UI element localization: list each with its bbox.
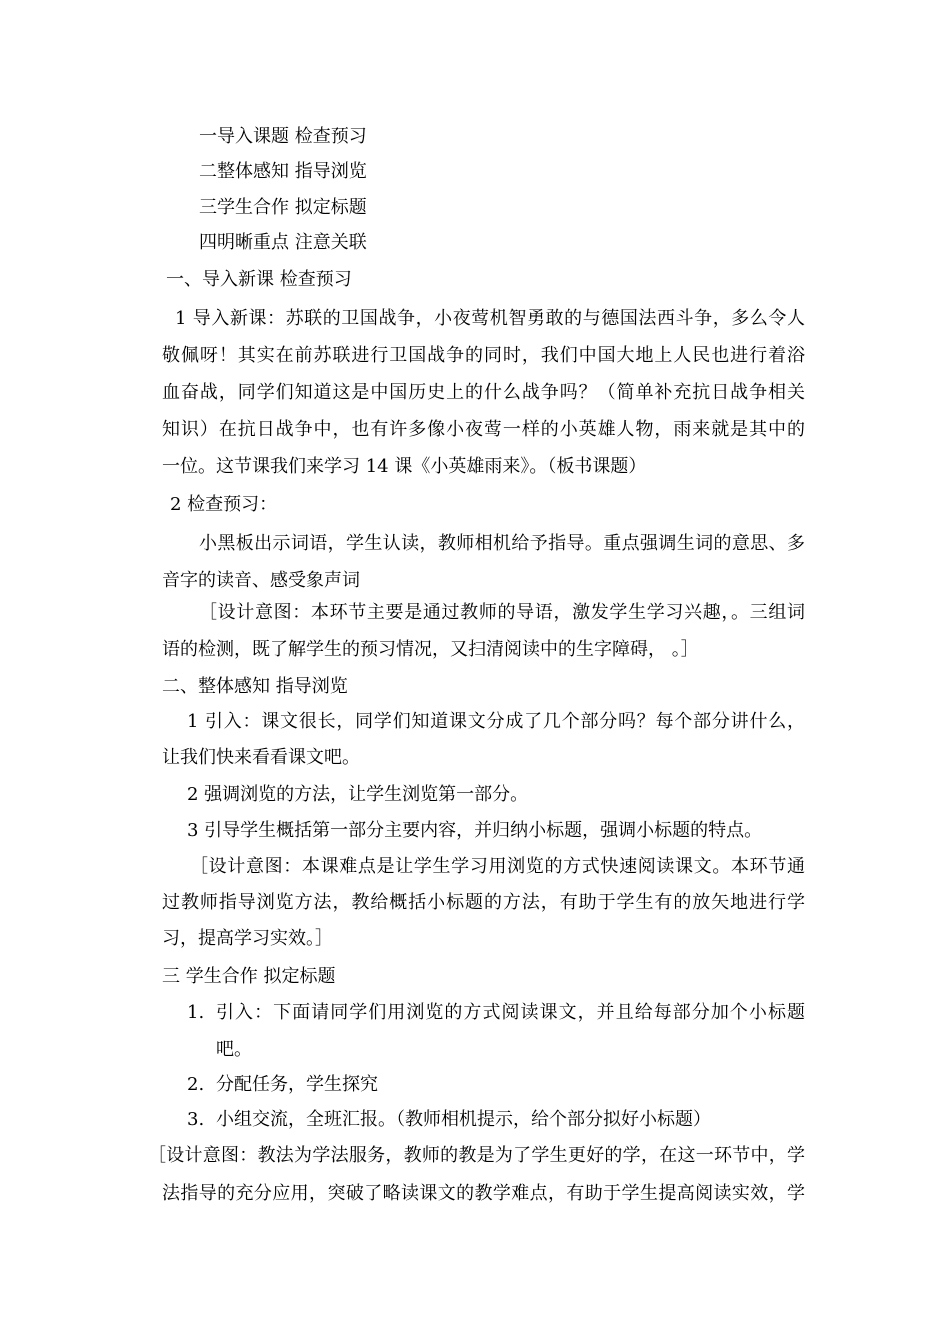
subheading: 2 检查预习： — [170, 494, 278, 515]
paragraph-line: 敬佩呀！其实在前苏联进行卫国战争的同时，我们中国大地上人民也进行着浴 — [162, 345, 805, 366]
paragraph-line: 1 导入新课：苏联的卫国战争，小夜莺机智勇敢的与德国法西斗争，多么令人 — [175, 308, 805, 329]
list-number: 3. — [187, 1109, 205, 1130]
list-item-line: 引入：下面请同学们用浏览的方式阅读课文，并且给每部分加个小标题 — [216, 1002, 805, 1023]
list-item-line: 吧。 — [216, 1039, 252, 1060]
paragraph-line: 知识）在抗日战争中，也有许多像小夜莺一样的小英雄人物，雨来就是其中的 — [162, 419, 805, 440]
list-number: 2. — [187, 1074, 205, 1095]
paragraph-line: 2 强调浏览的方法，让学生浏览第一部分。 — [187, 784, 529, 805]
paragraph-line: 一位。这节课我们来学习 14 课《小英雄雨来》。（板书课题） — [162, 456, 647, 477]
section-heading: 二、整体感知 指导浏览 — [162, 676, 348, 697]
paragraph-line: 音字的读音、感受象声词 — [162, 570, 360, 591]
list-number: 1. — [187, 1002, 205, 1023]
design-note-line: ［设计意图：本课难点是让学生学习用浏览的方式快速阅读课文。本环节通 — [190, 856, 805, 877]
design-note-line: 习，提高学习实效。］ — [162, 928, 333, 949]
section-heading: 一、导入新课 检查预习 — [166, 269, 352, 290]
design-note-line: 语的检测，既了解学生的预习情况，又扫清阅读中的生字障碍， 。］ — [162, 639, 699, 660]
paragraph-line: 小黑板出示词语，学生认读，教师相机给予指导。重点强调生词的意思、多 — [199, 533, 805, 554]
design-note-line: ［设计意图：本环节主要是通过教师的导语，激发学生学习兴趣，。三组词 — [199, 602, 805, 623]
design-note-line: 法指导的充分应用，突破了略读课文的教学难点，有助于学生提高阅读实效，学 — [162, 1183, 805, 1204]
outline-item: 二整体感知 指导浏览 — [199, 161, 367, 182]
list-item-line: 小组交流，全班汇报。（教师相机提示，给个部分拟好小标题） — [216, 1109, 711, 1130]
paragraph-line: 1 引入：课文很长，同学们知道课文分成了几个部分吗？每个部分讲什么， — [187, 711, 805, 732]
outline-item: 三学生合作 拟定标题 — [199, 197, 367, 218]
outline-item: 四明晰重点 注意关联 — [199, 232, 367, 253]
section-heading: 三 学生合作 拟定标题 — [162, 966, 336, 987]
paragraph-line: 血奋战，同学们知道这是中国历史上的什么战争吗？（简单补充抗日战争相关 — [162, 382, 805, 403]
list-item-line: 分配任务，学生探究 — [216, 1074, 378, 1095]
outline-item: 一导入课题 检查预习 — [199, 126, 367, 147]
design-note-line: 过教师指导浏览方法，教给概括小标题的方法，有助于学生有的放矢地进行学 — [162, 892, 805, 913]
paragraph-line: 让我们快来看看课文吧。 — [162, 747, 360, 768]
paragraph-line: 3 引导学生概括第一部分主要内容，并归纳小标题，强调小标题的特点。 — [187, 820, 763, 841]
design-note-line: ［设计意图：教法为学法服务，教师的教是为了学生更好的学，在这一环节中，学 — [148, 1145, 805, 1166]
